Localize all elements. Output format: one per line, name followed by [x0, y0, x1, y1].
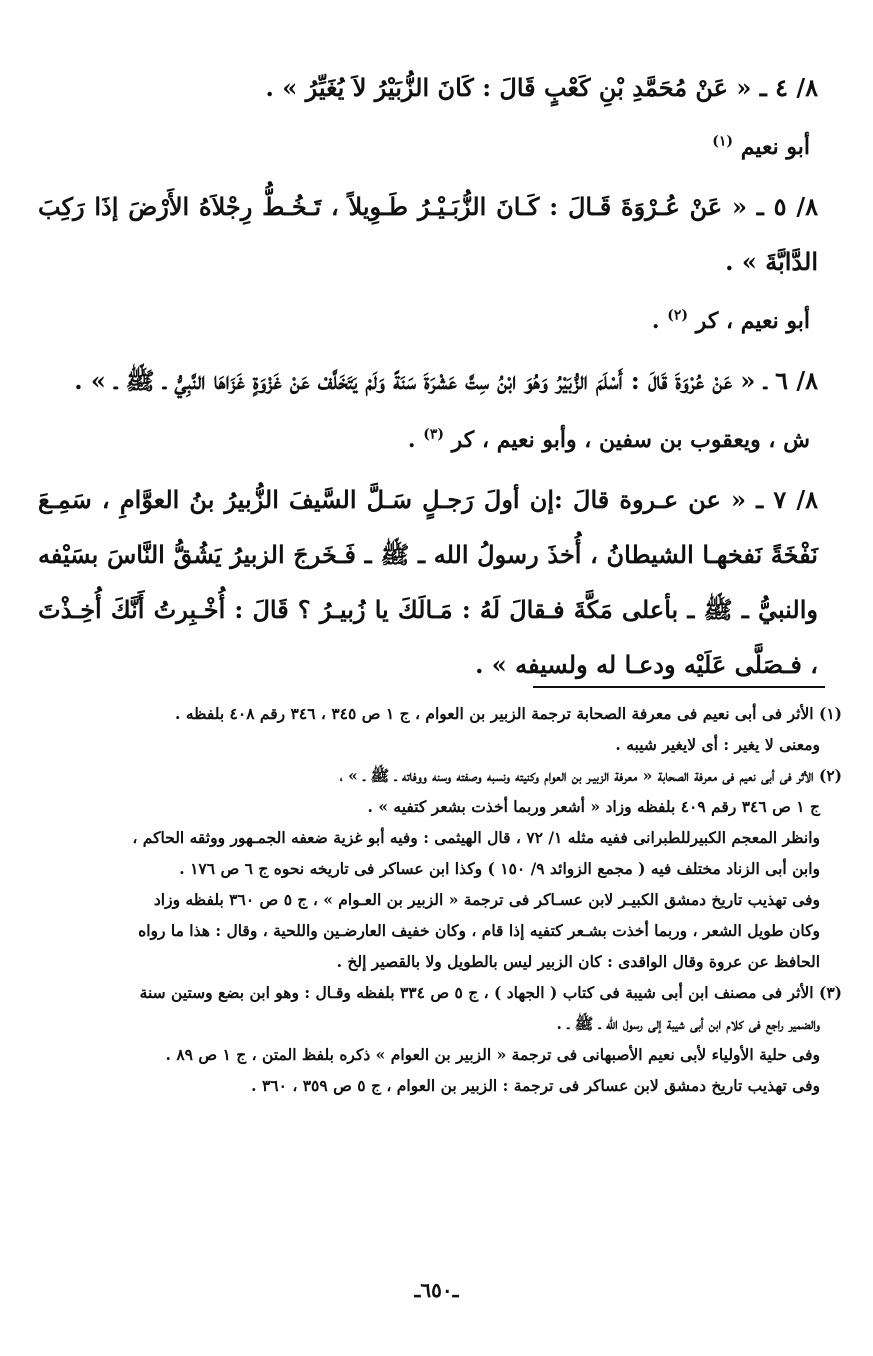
source-8-6: ش ، ويعقوب بن سفين ، وأبو نعيم ، كر $^{(٣)}$ .: [407, 426, 810, 453]
main-text: [38, 60, 818, 702]
footnote-line: وفى تهذيب تاريخ دمشق لابن عساكر فى ترجمة : الزبير بن العوام ، ج ٥ ص ٣٥٩ ، ٣٦٠ .: [251, 1076, 820, 1095]
source-8-5-text: أبو نعيم ، كر: [695, 308, 810, 334]
footnote-line: (٢) الأثر فى أبى نعيم فى معرفة الصحابة « معرفة الزبيـر بن العوام وكنيته ونسبه وصفته وسنه ووفاته ـ ﷺ ـ » ،: [339, 766, 842, 785]
footnote-ref-1: (١): [712, 133, 734, 150]
hadith-8-7-text: ٨/ ٧ ـ « عن عـروة قالَ :إن أولَ رَجـلٍ سَـلَّ السَّيفَ الزُّبيرُ بنُ العوَّامِ ، سَمِـعَ نَفْخَةً نَفخهـا الشيطانُ ، أُخذَ رسولُ الله ـ ﷺ ـ فَـخَرجَ الزبيرُ يَشُقُّ النَّاسَ بسَيْفه والنبيُّ ـ ﷺ ـ بأعلى مَكَّةَ فـقالَ لَهُ : مَـالَكَ يا زُبيـرُ ؟ قَالَ : أُخْـبِرتُ أَنَّكَ أُخِـذْتَ ، فـصَلَّى عَلَيْه ودعـا له ولسيفه » .: [38, 485, 818, 679]
source-8-5: أبو نعيم ، كر $^{(٢)}$ .: [651, 307, 810, 334]
footnote-line: وابن أبى الزناد مختلف فيه ( مجمع الزوائد ٩/ ١٥٠ ) وكذا ابن عساكر فى تاريخه نحوه ج ٦ ص ١٧٦ .: [179, 859, 820, 878]
source-8-4: [38, 125, 818, 169]
hadith-8-7: [38, 472, 818, 692]
hadith-8-6: [38, 353, 818, 408]
hadith-8-4: [38, 60, 818, 115]
footnote-line: والضمير راجع فى كلام ابن أبى شيبة إلى رسول الله ـ ﷺ ـ .: [556, 1014, 820, 1033]
footnote-ref-2: (٢): [667, 307, 689, 324]
source-8-6-text: ش ، ويعقوب بن سفين ، وأبو نعيم ، كر: [451, 427, 810, 453]
footnote-line: ومعنى لا يغير : أى لايغير شيبه .: [615, 735, 820, 754]
footnote-line: الحافظ عن عروة وقال الواقدى : كان الزبير ليس بالطويل ولا بالقصير إلخ .: [336, 952, 820, 971]
footnote-line: وانظر المعجم الكبيرللطبرانى ففيه مثله ١/ ٧٢ ، قال الهيثمى : وفيه أبو غزية ضعفه الجمـهور ووثقه الحاكم ،: [132, 828, 820, 847]
footnote-ref-3: (٣): [423, 426, 444, 443]
hadith-8-5-text: ٨/ ٥ ـ « عَنْ عُـرْوَةَ قَـالَ : كَـانَ الزُّبَـيْـرُ طَـوِيلاً ، تَـخُـطُّ رِجْلاَهُ الأَرْضَ إذَا رَكِبَ الدَّابَّةَ » .: [38, 192, 818, 276]
hadith-8-5: [38, 179, 818, 289]
footnote-line: وفى تهذيب تاريخ دمشق الكبيـر لابن عسـاكر فى ترجمة « الزبير بن العـوام » ، ج ٥ ص ٣٦٠ بلفظه وزاد: [153, 890, 820, 909]
footnote-line: وكان طويل الشعر ، وربما أخذت بشـعر كتفيه إذا قام ، وكان خفيف العارضـين واللحية ، وقال : هذا ما رواه: [138, 921, 820, 940]
hadith-8-6-text: ٨/ ٦ ـ « عَنْ عُرْوَةَ قَالَ : أَسْلَمَ الزُّبَيْرُ وَهُوَ ابْنُ سِتَّ عَشْرَةَ سَنَةً وَلَمْ يَتَخَلَّفْ عَنْ غَزْوَةٍ غَزَاهَا النَّبِيُّ ـ ﷺ ـ » .: [74, 366, 818, 395]
source-8-4-text: أبو نعيم: [740, 134, 810, 160]
footnote-line: (١) الأثر فى أبى نعيم فى معرفة الصحابة ترجمة الزبير بن العوام ، ج ١ ص ٣٤٥ ، ٣٤٦ رقم ٤٠٨ بلفظه .: [175, 704, 842, 723]
footnote-divider: [533, 686, 825, 688]
hadith-8-4-text: ٨/ ٤ ـ « عَنْ مُحَمَّدِ بْنِ كَعْبٍ قَالَ : كَانَ الزُّبَيْرُ لاَ يُغَيِّرُ » .: [265, 73, 818, 102]
footnotes: [62, 698, 842, 1101]
footnote-line: وفى حلية الأولياء لأبى نعيم الأصبهانى فى ترجمة « الزبير بن العوام » ذكره بلفظ المتن ، ج ١ ص ٨٩ .: [165, 1045, 820, 1064]
footnote-line: (٣) الأثر فى مصنف ابن أبى شيبة فى كتاب ( الجهاد ) ، ج ٥ ص ٣٣٤ بلفظه وقـال : وهو ابن بضع وستين سنة: [139, 983, 842, 1002]
page-number: ـ٦٥٠ـ: [414, 1278, 459, 1302]
footnote-line: ج ١ ص ٣٤٦ رقم ٤٠٩ بلفظه وزاد « أشعر وربما أخذت بشعر كتفيه » .: [367, 797, 820, 816]
